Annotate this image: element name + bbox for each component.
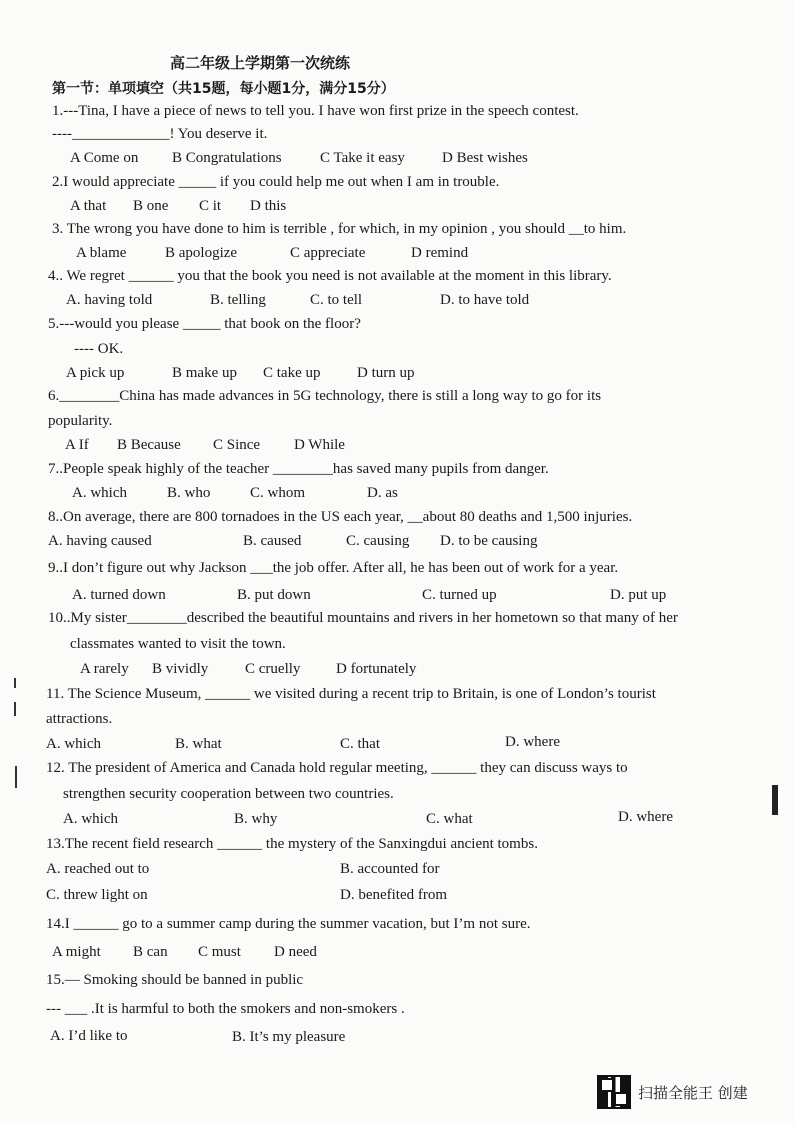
q7-stem: 7..People speak highly of the teacher ________has saved many pupils from danger. <box>48 461 549 477</box>
q12-stem-2: strengthen security cooperation between two countries. <box>63 786 394 802</box>
q8-option-c: C. causing <box>346 533 410 549</box>
q12-option-b: B. why <box>234 811 278 827</box>
q11-stem-2: attractions. <box>46 711 113 727</box>
q11-stem: 11. The Science Museum, ______ we visited during a recent trip to Britain, is one of London’s tourist <box>46 686 656 702</box>
q10-option-b: B vividly <box>152 661 209 677</box>
q3-option-b: B apologize <box>165 245 238 261</box>
q12-stem: 12. The president of America and Canada hold regular meeting, ______ they can discuss ways to <box>46 760 628 776</box>
q3-stem: 3. The wrong you have done to him is terrible , for which, in my opinion , you should __to him. <box>52 221 627 237</box>
q15-option-a: A. I’d like to <box>50 1028 128 1044</box>
q1-stem-2: ----_____________! You deserve it. <box>52 126 268 142</box>
q14-option-c: C must <box>198 944 241 960</box>
q4-option-a: A. having told <box>66 292 153 308</box>
q1-option-b: B Congratulations <box>172 150 282 166</box>
q3-option-d: D remind <box>411 245 469 261</box>
q14-stem: 14.I ______ go to a summer camp during the summer vacation, but I’m not sure. <box>46 916 531 932</box>
q6-option-a: A If <box>65 437 89 453</box>
q3-option-c: C appreciate <box>290 245 366 261</box>
scan-mark <box>14 702 16 716</box>
q12-option-c: C. what <box>426 811 473 827</box>
q10-option-c: C cruelly <box>245 661 301 677</box>
q11-option-d: D. where <box>505 734 560 750</box>
q6-stem-2: popularity. <box>48 413 113 429</box>
scan-mark <box>14 678 16 688</box>
q4-stem: 4.. We regret ______ you that the book you need is not available at the moment in this library. <box>48 268 612 284</box>
q6-option-c: C Since <box>213 437 261 453</box>
q8-option-a: A. having caused <box>48 533 152 549</box>
q7-option-d: D. as <box>367 485 398 501</box>
q15-stem-2: --- ___ .It is harmful to both the smokers and non-smokers . <box>46 1001 405 1017</box>
scan-mark <box>15 766 17 788</box>
q12-option-d: D. where <box>618 809 673 825</box>
q6-stem: 6.________China has made advances in 5G technology, there is still a long way to go for its <box>48 388 602 404</box>
q5-option-d: D turn up <box>357 365 415 381</box>
q1-option-d: D Best wishes <box>442 150 528 166</box>
q7-option-c: C. whom <box>250 485 306 501</box>
q13-stem: 13.The recent field research ______ the mystery of the Sanxingdui ancient tombs. <box>46 836 538 852</box>
q8-stem: 8..On average, there are 800 tornadoes in the US each year, __about 80 deaths and 1,500 injuries. <box>48 509 633 525</box>
q2-option-c: C it <box>199 198 222 214</box>
q9-option-b: B. put down <box>237 587 311 603</box>
q5-option-c: C take up <box>263 365 321 381</box>
q4-option-d: D. to have told <box>440 292 530 308</box>
q13-option-d: D. benefited from <box>340 887 448 903</box>
q2-option-b: B one <box>133 198 169 214</box>
q9-option-c: C. turned up <box>422 587 497 603</box>
q4-option-b: B. telling <box>210 292 266 308</box>
q5-option-a: A pick up <box>66 365 125 381</box>
q8-option-b: B. caused <box>243 533 302 549</box>
q5-stem: 5.---would you please _____ that book on the floor? <box>48 316 361 332</box>
q13-option-c: C. threw light on <box>46 887 148 903</box>
q10-option-a: A rarely <box>80 661 129 677</box>
q11-option-c: C. that <box>340 736 380 752</box>
qr-code-icon <box>597 1075 631 1109</box>
q6-option-d: D While <box>294 437 345 453</box>
q7-option-a: A. which <box>72 485 127 501</box>
section-heading: 第一节：单项填空（共15题，每小题1分，满分15分） <box>52 81 395 97</box>
exam-title: 高二年级上学期第一次统练 <box>170 54 351 72</box>
q13-option-b: B. accounted for <box>340 861 440 877</box>
q1-option-a: A Come on <box>70 150 139 166</box>
q3-option-a: A blame <box>76 245 127 261</box>
q6-option-b: B Because <box>117 437 181 453</box>
q10-option-d: D fortunately <box>336 661 417 677</box>
q12-option-a: A. which <box>63 811 118 827</box>
q2-option-d: D this <box>250 198 287 214</box>
q4-option-c: C. to tell <box>310 292 363 308</box>
q10-stem: 10..My sister________described the beautiful mountains and rivers in her hometown so that many of her <box>48 610 678 626</box>
q2-option-a: A that <box>70 198 107 214</box>
scanner-watermark: 扫描全能王 创建 <box>638 1084 748 1102</box>
q13-option-a: A. reached out to <box>46 861 150 877</box>
q15-stem: 15.— Smoking should be banned in public <box>46 972 304 988</box>
q8-option-d: D. to be causing <box>440 533 538 549</box>
q5-stem-2: ---- OK. <box>74 341 124 357</box>
q14-option-a: A might <box>52 944 101 960</box>
q14-option-b: B can <box>133 944 168 960</box>
q7-option-b: B. who <box>167 485 211 501</box>
q1-option-c: C Take it easy <box>320 150 405 166</box>
q9-option-d: D. put up <box>610 587 667 603</box>
q10-stem-2: classmates wanted to visit the town. <box>70 636 286 652</box>
q11-option-a: A. which <box>46 736 101 752</box>
q2-stem: 2.I would appreciate _____ if you could help me out when I am in trouble. <box>52 174 500 190</box>
q9-stem: 9..I don’t figure out why Jackson ___the job offer. After all, he has been out of work for a year. <box>48 560 619 576</box>
q15-option-b: B. It’s my pleasure <box>232 1029 346 1045</box>
q14-option-d: D need <box>274 944 317 960</box>
q1-stem: 1.---Tina, I have a piece of news to tell you. I have won first prize in the speech contest. <box>52 103 579 119</box>
q5-option-b: B make up <box>172 365 237 381</box>
q9-option-a: A. turned down <box>72 587 166 603</box>
scan-mark <box>772 785 778 815</box>
q11-option-b: B. what <box>175 736 222 752</box>
